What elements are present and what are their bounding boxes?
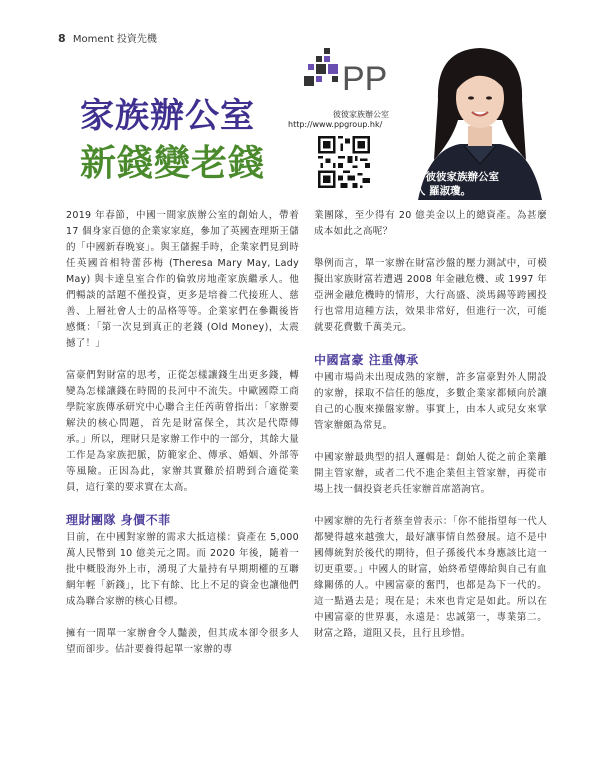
paragraph: 2019 年春節，中國一間家族辦公室的創始人，帶着 17 個身家百億的企業家家庭，參加了英國查理斯王儲的「中國新春晚宴」。與王儲握手時，企業家們見到時任英國首相特蕾莎梅 (Theresa Mary May, Lady May) 與卡達皇室合作的倫敦房地產家族繼承人。他們暢談的話題不僅投資，更多是培養二代接班人、慈善、上層社會人士的品格等等。企業家們在參觀後皆感慨：「第一次見到真正的老錢 (Old Money)，太震撼了！」 [66, 210, 299, 349]
qr-code-icon [318, 136, 370, 188]
author-credit [394, 170, 499, 198]
title-line-2: 新錢變老錢 [80, 142, 266, 184]
paragraph: 目前，在中國對家辦的需求大抵這樣：資產在 5,000 萬人民幣到 10 億美元之間。而 2020 年後，隨着一批中概股海外上市，湧現了大量持有早期期權的互聯網年輕「新錢」，比下有餘、比上不足的資金也讓他們成為聯合家辦的核心目標。 [66, 532, 299, 607]
pp-logo-icon [302, 46, 392, 104]
section-label: Moment 投資先機 [72, 34, 157, 45]
company-name: 彼彼家族辦公室 [333, 110, 389, 119]
logo-square [316, 64, 326, 74]
logo-square [308, 64, 314, 70]
logo-square [316, 56, 322, 62]
right-column [314, 208, 547, 658]
logo-square [332, 76, 338, 82]
paragraph: 業團隊，至少得有 20 億美金以上的總資產。為甚麼成本如此之高呢？ [314, 210, 547, 237]
logo-square [324, 56, 330, 62]
logo-square [304, 76, 314, 86]
subheading: 中國富豪 注重傳承 [314, 353, 419, 367]
paragraph: 擁有一間單一家辦會令人豔羨，但其成本卻令很多人望而卻步。估計要養得起單一家辦的專 [66, 628, 299, 655]
left-column [66, 208, 299, 674]
paragraph: 富豪們對財富的思考，正從怎樣讓錢生出更多錢，轉變為怎樣讓錢在時間的長河中不流失。中歐國際工商學院家族傳承研究中心聯合主任芮萌曾指出：「家辦要解決的核心問題，首先是財富保全，其次是代際傳承。」所以，理財只是家辦工作中的一部分，其餘大量工作是為家族把脈，防範家企、傳承、婚姻、外部等等風險。正因為此，家辦其實難於招聘到合適從業員，這行業的要求實在太高。 [66, 370, 299, 493]
company-url[interactable]: http://www.ppgroup.hk/ [288, 120, 383, 129]
title-line-1: 家族辦公室 [80, 96, 255, 136]
logo-square [324, 48, 330, 54]
subheading: 理財團隊 身價不菲 [66, 513, 171, 527]
logo-square [316, 76, 322, 82]
logo-pp-text: PP [342, 60, 388, 98]
page-header [58, 30, 157, 45]
author-line-2: 創辦人 羅淑瓊。 [394, 185, 472, 197]
paragraph: 中國家辦的先行者蔡奎曾表示：「你不能指望每一代人都變得越來越強大，最好讓事情自然發展。這不是中國傳統對於後代的期待，但子孫後代本身應該比這一切更重要。」中國人的財富，始終希望傳給與自己有血緣關係的人。中國富豪的奮門，也都是為下一代的。這一點過去是；現在是；未來也肯定是如此。所以在中國富豪的世界裏，永遠是：忠誠第一，專業第二。財富之路，道阻又長，且行且珍惜。 [314, 516, 547, 639]
paragraph: 舉例而言，單一家辦在財富沙盤的壓力測試中，可模擬出家族財富若遭遇 2008 年金融危機、或 1997 年亞洲金融危機時的情形，大行高盛、淡馬錫等跨國投行也常用這種方法，效果非常好，但進行一次，可能就要花費數千萬美元。 [314, 258, 547, 333]
paragraph: 中國市場尚未出現成熟的家辦，許多富豪對外人開設的家辦，採取不信任的態度，多數企業家都傾向於讓自己的心腹來操盤家辦。事實上，由本人或兒女來掌管家辦頗為常見。 [314, 372, 547, 431]
author-line-1: 作者：彼彼家族辦公室 [394, 171, 499, 183]
logo-square [328, 64, 338, 74]
paragraph: 中國家辦最典型的招人邏輯是：創始人從之前企業離開主管家辦，或者二代不進企業但主管家辦，再從市場上找一個投資老兵任家辦首席諮詢官。 [314, 452, 547, 495]
page-number: 8 [58, 32, 66, 45]
